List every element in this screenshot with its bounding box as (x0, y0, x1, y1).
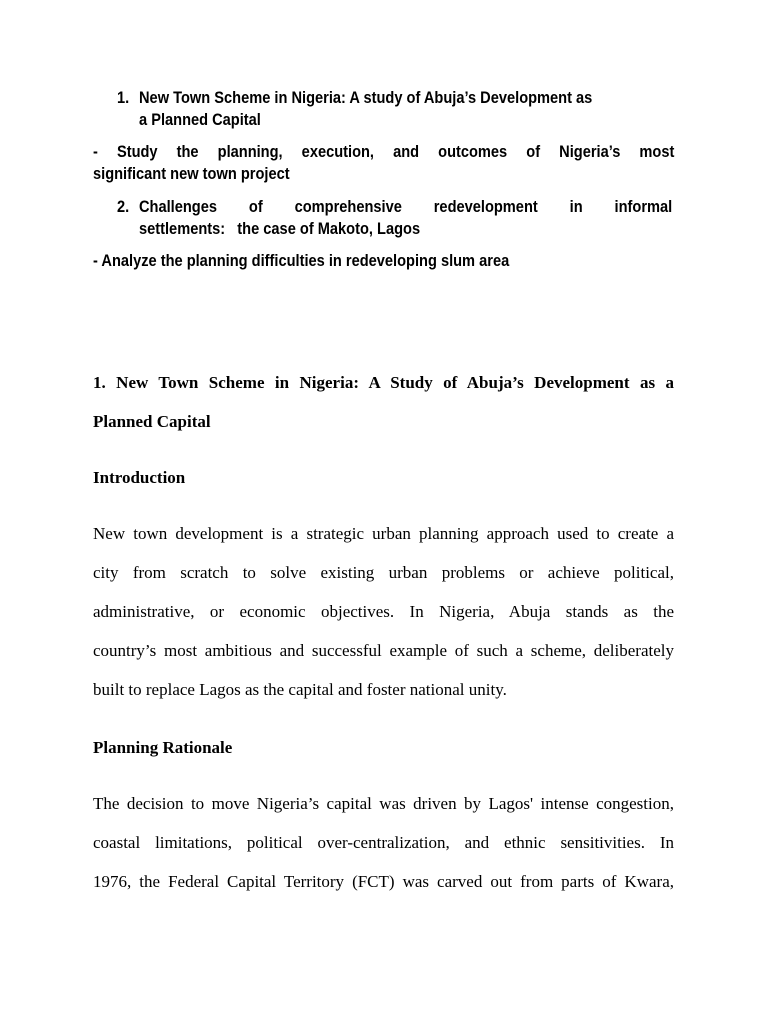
outline-description-1 (93, 141, 674, 185)
outline-description-2 (93, 250, 674, 272)
outline-item-2-number: 2. (117, 197, 130, 216)
outline-item-2 (93, 196, 674, 240)
outline-item-2-line1: Challenges of comprehensive redevelopment in informal (139, 197, 673, 216)
paragraph-line: coastal limitations, political over-centralization, and ethnic sensitivities. In (93, 833, 674, 852)
article-title (93, 363, 674, 441)
introduction-paragraph (93, 514, 674, 709)
introduction-heading: Introduction (93, 468, 186, 487)
paragraph-line: New town development is a strategic urban planning approach used to create a (93, 524, 674, 543)
outline-item-2-line2: settlements: the case of Makoto, Lagos (139, 219, 421, 238)
paragraph-line: The decision to move Nigeria’s capital was driven by Lagos' intense congestion, (93, 794, 674, 813)
planning-rationale-heading: Planning Rationale (93, 738, 233, 757)
outline-item-2-text (139, 196, 759, 240)
outline-item-1-line1: New Town Scheme in Nigeria: A study of Abuja’s Development as (139, 88, 593, 107)
outline-item-1-line2: a Planned Capital (139, 110, 261, 129)
paragraph-line: administrative, or economic objectives. In Nigeria, Abuja stands as the (93, 602, 674, 621)
paragraph-line: built to replace Lagos as the capital and foster national unity. (93, 680, 507, 699)
outline-item-1-number: 1. (117, 88, 130, 107)
outline-description-1-line2: significant new town project (93, 164, 290, 183)
outline-description-1-line1: - Study the planning, execution, and outcomes of Nigeria’s most (93, 142, 675, 161)
outline-item-1 (93, 87, 674, 131)
article-title-line2: Planned Capital (93, 412, 211, 431)
article-title-line1: 1. New Town Scheme in Nigeria: A Study of Abuja’s Development as a (93, 373, 674, 392)
outline-description-2-line1: - Analyze the planning difficulties in redeveloping slum area (93, 251, 510, 270)
planning-rationale-paragraph (93, 784, 674, 901)
paragraph-line: city from scratch to solve existing urban problems or achieve political, (93, 563, 674, 582)
paragraph-line: 1976, the Federal Capital Territory (FCT) was carved out from parts of Kwara, (93, 872, 674, 891)
paragraph-line: country’s most ambitious and successful example of such a scheme, deliberately (93, 641, 674, 660)
outline-item-1-text (139, 87, 674, 131)
